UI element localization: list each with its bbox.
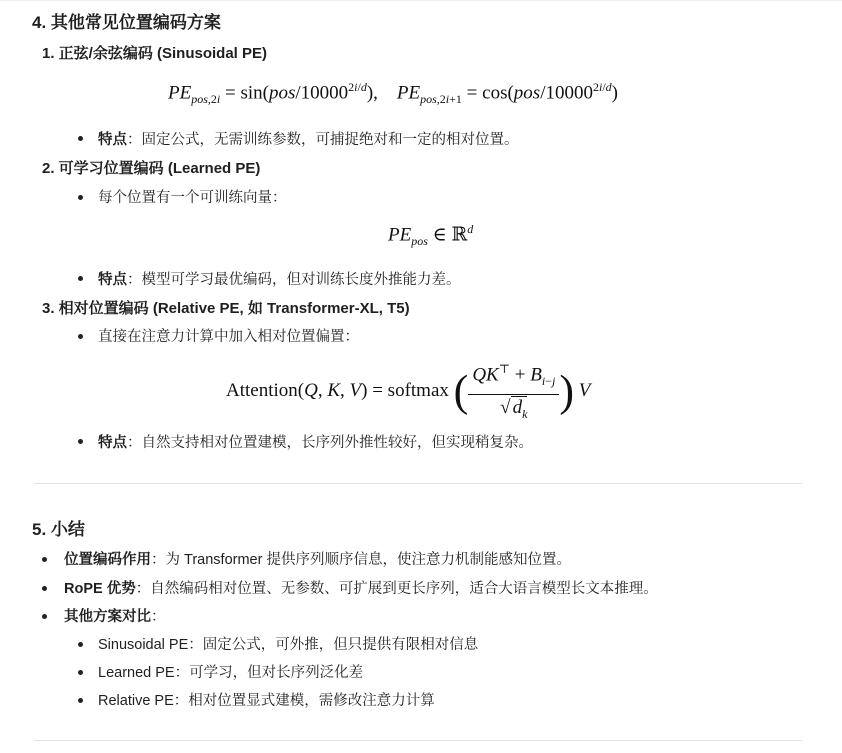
- bullet-dot: [78, 334, 83, 339]
- bullet-dot: [42, 586, 47, 591]
- summary-bullet2: RoPE 优势：自然编码相对位置、无参数、可扩展到更长序列，适合大语言模型长文本推理。: [64, 581, 658, 597]
- section4-title: 4. 其他常见位置编码方案: [32, 13, 221, 32]
- bullet-dot: [78, 439, 83, 444]
- bullet-dot: [78, 698, 83, 703]
- bullet-dot: [78, 642, 83, 647]
- sinusoidal-formula: $PE_{pos,2i} = \sin(pos/10000^{2i/d})$, $PE_{pos,2i+1} = \cos(pos/10000^{2i/d})$: [168, 80, 618, 107]
- item3-heading: 3. 相对位置编码 (Relative PE, 如 Transformer-XL, T5): [42, 300, 410, 317]
- bullet-dot: [78, 670, 83, 675]
- summary-bullet1: 位置编码作用：为 Transformer 提供序列顺序信息，使注意力机制能感知位置。: [64, 552, 571, 568]
- learned-formula: $PE_{pos}$ ∈ ℝ$^d$: [388, 222, 474, 249]
- item1-heading: 1. 正弦/余弦编码 (Sinusoidal PE): [42, 45, 268, 62]
- divider: [34, 483, 802, 484]
- bullet-dot: [42, 614, 47, 619]
- compare-sinusoidal: Sinusoidal PE：固定公式，可外推，但只提供有限相对信息: [98, 637, 479, 653]
- bullet-dot: [78, 276, 83, 281]
- item1-bullet: 特点：固定公式，无需训练参数，可捕捉绝对和一定的相对位置。: [98, 132, 519, 148]
- item2-heading: 2. 可学习位置编码 (Learned PE): [42, 160, 261, 177]
- summary-bullet3: 其他方案对比：: [64, 609, 166, 625]
- item2-bullet1: 每个位置有一个可训练向量：: [98, 190, 287, 206]
- divider: [34, 740, 802, 741]
- attention-formula: Attention(Q, K, V) = softmax ( $\frac{QK^⊤ + B_{i-j}}{√ d_k}$ ) V: [226, 356, 590, 427]
- bullet-dot: [42, 557, 47, 562]
- bullet-dot: [78, 136, 83, 141]
- bullet-dot: [78, 195, 83, 200]
- item2-bullet2: 特点：模型可学习最优编码，但对训练长度外推能力差。: [98, 272, 461, 288]
- item3-bullet2: 特点：自然支持相对位置建模，长序列外推性较好，但实现稍复杂。: [98, 435, 533, 451]
- section5-title: 5. 小结: [32, 520, 85, 539]
- item3-bullet1: 直接在注意力计算中加入相对位置偏置：: [98, 329, 359, 345]
- compare-relative: Relative PE：相对位置显式建模，需修改注意力计算: [98, 693, 435, 709]
- compare-learned: Learned PE：可学习，但对长序列泛化差: [98, 665, 364, 681]
